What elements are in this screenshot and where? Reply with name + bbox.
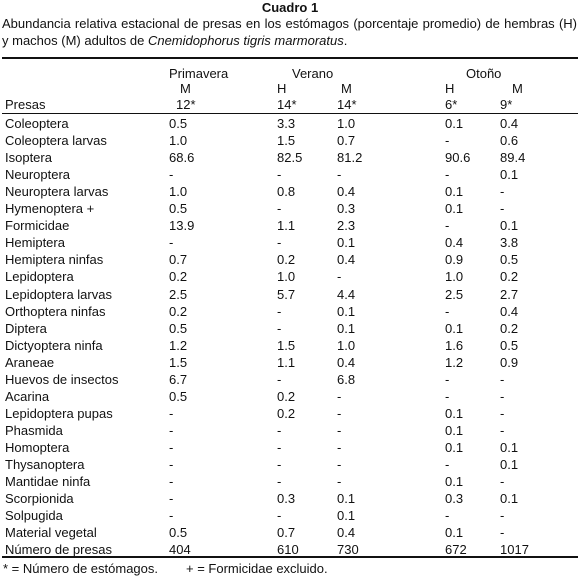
cell-primavera-m: 1.2	[169, 337, 188, 353]
header-presas: Presas	[5, 97, 46, 112]
cell-otono-h: -	[445, 388, 450, 404]
cell-verano-m: 6.8	[337, 371, 356, 387]
cell-otono-m: 0.1	[500, 439, 519, 455]
cell-presa: Acarina	[5, 388, 50, 404]
cell-presa: Lepidoptera larvas	[5, 286, 112, 302]
cell-otono-m: 0.1	[500, 491, 519, 507]
cell-presa: Homoptera	[5, 439, 70, 455]
cell-verano-h: 0.2	[277, 388, 296, 404]
cell-primavera-m: 1.0	[169, 133, 188, 149]
sex-primavera-m: M	[180, 81, 191, 96]
cell-otono-h: 0.3	[445, 491, 464, 507]
cell-verano-m: -	[337, 167, 342, 183]
header-n-otono-h: 6*	[445, 97, 458, 112]
cell-otono-h: -	[445, 303, 450, 319]
cell-verano-m: 0.1	[337, 491, 356, 507]
cell-verano-h: 0.8	[277, 184, 296, 200]
caption-end: .	[343, 33, 348, 48]
table-title: Cuadro 1	[261, 0, 319, 15]
cell-verano-m: 1.0	[337, 116, 356, 131]
cell-otono-h: -	[445, 508, 450, 524]
table-row	[0, 507, 580, 524]
cell-presa: Material vegetal	[5, 525, 97, 541]
cell-primavera-m: 0.5	[169, 388, 188, 404]
cell-presa: Orthoptera ninfas	[5, 303, 106, 319]
cell-otono-m: 2.7	[500, 286, 519, 302]
cell-verano-h: -	[277, 201, 282, 217]
table-row	[0, 303, 580, 320]
cell-verano-h: -	[277, 235, 282, 251]
cell-verano-h: 1.1	[277, 218, 296, 234]
cell-otono-m: -	[500, 508, 505, 524]
table-row	[0, 149, 580, 166]
cell-verano-h: 0.7	[277, 525, 296, 541]
cell-otono-m: 0.1	[500, 218, 519, 234]
cell-otono-m: 0.9	[500, 354, 519, 370]
cell-otono-h: 0.1	[445, 405, 464, 421]
cell-verano-h: -	[277, 422, 282, 438]
cell-presa: Phasmida	[5, 422, 63, 438]
cell-verano-m: 4.4	[337, 286, 356, 302]
table-row	[0, 234, 580, 251]
cell-verano-m: 0.1	[337, 320, 356, 336]
cell-otono-m: 0.4	[500, 303, 519, 319]
cell-otono-m: 0.2	[500, 269, 519, 285]
cell-otono-h: -	[445, 167, 450, 183]
table-row	[0, 200, 580, 217]
cell-primavera-m: -	[169, 405, 174, 421]
cell-otono-m: -	[500, 371, 505, 387]
cell-verano-h: 1.5	[277, 133, 296, 149]
cell-presa: Huevos de insectos	[5, 371, 119, 387]
cell-primavera-m: -	[169, 422, 174, 438]
sex-verano-h: H	[277, 81, 287, 96]
cell-primavera-m: -	[169, 235, 174, 251]
cell-presa: Lepidoptera	[5, 269, 74, 285]
table-row	[0, 490, 580, 507]
cell-otono-h: -	[445, 457, 450, 472]
cell-verano-h: -	[277, 457, 282, 472]
cell-verano-h: -	[277, 320, 282, 336]
cell-primavera-m: 0.7	[169, 252, 188, 268]
cell-verano-m: 0.4	[337, 525, 356, 541]
cell-otono-m: -	[500, 405, 505, 421]
cell-otono-m: 0.4	[500, 116, 519, 131]
cell-otono-m: 0.5	[500, 337, 519, 353]
table-row	[0, 115, 580, 132]
column-header-row	[0, 96, 580, 113]
table-row	[0, 473, 580, 490]
cell-otono-h: -	[445, 133, 450, 149]
cell-presa: Formicidae	[5, 218, 70, 234]
sex-otono-h: H	[445, 81, 455, 96]
cell-otono-m: 0.1	[500, 167, 519, 183]
cell-otono-h: 0.1	[445, 116, 464, 131]
cell-verano-h: 1.1	[277, 354, 296, 370]
cell-otono-h: -	[445, 371, 450, 387]
sex-otono-m: M	[512, 81, 523, 96]
footnote-formicidae: + = Formicidae excluido.	[186, 561, 328, 576]
cell-verano-m: 0.4	[337, 252, 356, 268]
table-row	[0, 132, 580, 149]
cell-presa: Neuroptera	[5, 167, 71, 183]
table-row	[0, 217, 580, 234]
cell-presa: Número de presas	[5, 542, 112, 558]
cell-primavera-m: 6.7	[169, 371, 188, 387]
cell-verano-h: 82.5	[277, 150, 303, 166]
cell-otono-m: 1017	[500, 542, 529, 558]
cell-primavera-m: 0.5	[169, 525, 188, 541]
cell-presa: Coleoptera	[5, 116, 69, 131]
cell-verano-m: 0.1	[337, 235, 356, 251]
cell-primavera-m: 0.5	[169, 116, 188, 131]
cell-verano-m: 0.7	[337, 133, 356, 149]
cell-otono-m: 0.2	[500, 320, 519, 336]
cell-otono-h: 0.1	[445, 439, 464, 455]
season-verano: Verano	[292, 66, 334, 81]
cell-verano-h: -	[277, 474, 282, 490]
caption-text: Abundancia relativa estacional de presas en los estómagos (porcentaje promedio) de hembras (H) y machos (M) adultos de	[2, 16, 577, 48]
cell-otono-m: 0.6	[500, 133, 519, 149]
cell-primavera-m: 404	[169, 542, 191, 558]
cell-primavera-m: -	[169, 439, 174, 455]
footnote	[3, 561, 573, 577]
cell-verano-m: -	[337, 269, 342, 285]
table-row	[0, 422, 580, 439]
bottom-rule	[2, 556, 578, 558]
cell-otono-h: 90.6	[445, 150, 471, 166]
table-row	[0, 354, 580, 371]
cell-otono-m: -	[500, 388, 505, 404]
cell-verano-h: -	[277, 303, 282, 319]
cell-verano-h: -	[277, 508, 282, 524]
cell-verano-m: -	[337, 474, 342, 490]
cell-verano-m: -	[337, 457, 342, 472]
footnote-stomachs: * = Número de estómagos.	[3, 561, 158, 576]
cell-presa: Scorpionida	[5, 491, 74, 507]
cell-verano-m: 0.4	[337, 354, 356, 370]
cell-presa: Mantidae ninfa	[5, 474, 91, 490]
cell-verano-m: -	[337, 422, 342, 438]
cell-presa: Hemiptera	[5, 235, 65, 251]
table-row	[0, 439, 580, 456]
cell-otono-m: 3.8	[500, 235, 519, 251]
cell-verano-m: 2.3	[337, 218, 356, 234]
cell-primavera-m: 2.5	[169, 286, 188, 302]
cell-verano-h: 610	[277, 542, 299, 558]
cell-verano-m: -	[337, 439, 342, 455]
cell-otono-m: 0.5	[500, 252, 519, 268]
cell-otono-h: 0.1	[445, 422, 464, 438]
cell-primavera-m: -	[169, 167, 174, 183]
cell-otono-h: 0.9	[445, 252, 464, 268]
cell-presa: Diptera	[5, 320, 47, 336]
cell-verano-h: 0.2	[277, 405, 296, 421]
cell-primavera-m: -	[169, 457, 174, 472]
cell-presa: Neuroptera larvas	[5, 184, 109, 200]
cell-otono-h: 0.1	[445, 474, 464, 490]
table-row	[0, 456, 580, 473]
cell-verano-h: 0.3	[277, 491, 296, 507]
cell-presa: Coleoptera larvas	[5, 133, 107, 149]
cell-verano-h: 1.0	[277, 269, 296, 285]
cell-primavera-m: -	[169, 474, 174, 490]
cell-otono-m: 0.1	[500, 457, 519, 472]
cell-primavera-m: 1.5	[169, 354, 188, 370]
top-rule	[2, 57, 578, 59]
table-row	[0, 371, 580, 388]
cell-primavera-m: 13.9	[169, 218, 195, 234]
cell-otono-h: 1.6	[445, 337, 464, 353]
cell-otono-m: -	[500, 525, 505, 541]
sex-header-row	[0, 80, 580, 97]
header-n-verano-m: 14*	[337, 97, 357, 112]
cell-presa: Araneae	[5, 354, 55, 370]
cell-primavera-m: 1.0	[169, 184, 188, 200]
table-row	[0, 388, 580, 405]
cell-verano-m: 1.0	[337, 337, 356, 353]
table-row	[0, 320, 580, 337]
cell-primavera-m: -	[169, 491, 174, 507]
header-n-verano-h: 14*	[277, 97, 297, 112]
cell-otono-h: 1.0	[445, 269, 464, 285]
cell-verano-m: 0.1	[337, 508, 356, 524]
season-primavera: Primavera	[169, 66, 229, 81]
cell-primavera-m: 0.5	[169, 320, 188, 336]
cell-verano-m: -	[337, 388, 342, 404]
cell-primavera-m: 0.2	[169, 303, 188, 319]
caption-species: Cnemidophorus tigris marmoratus	[147, 33, 344, 48]
cell-presa: Lepidoptera pupas	[5, 405, 113, 421]
sex-verano-m: M	[341, 81, 352, 96]
season-otono: Otoño	[466, 66, 502, 81]
cell-verano-h: -	[277, 371, 282, 387]
cell-otono-m: -	[500, 201, 505, 217]
table-row	[0, 405, 580, 422]
cell-presa: Hemiptera ninfas	[5, 252, 104, 268]
cell-verano-h: -	[277, 439, 282, 455]
cell-verano-m: 0.1	[337, 303, 356, 319]
cell-otono-m: -	[500, 474, 505, 490]
cell-presa: Solpugida	[5, 508, 63, 524]
table-row	[0, 183, 580, 200]
table-caption	[2, 15, 577, 49]
header-n-otono-m: 9*	[500, 97, 513, 112]
header-rule	[2, 113, 578, 114]
cell-verano-m: -	[337, 405, 342, 421]
cell-otono-m: 89.4	[500, 150, 526, 166]
cell-primavera-m: 0.2	[169, 269, 188, 285]
cell-verano-h: 0.2	[277, 252, 296, 268]
cell-otono-m: -	[500, 422, 505, 438]
table-row	[0, 251, 580, 268]
cell-presa: Isoptera	[5, 150, 52, 166]
cell-verano-h: 5.7	[277, 286, 296, 302]
cell-otono-h: 0.4	[445, 235, 464, 251]
cell-otono-h: -	[445, 218, 450, 234]
cell-verano-m: 0.4	[337, 184, 356, 200]
table-row	[0, 524, 580, 541]
cell-primavera-m: 68.6	[169, 150, 195, 166]
cell-otono-h: 0.1	[445, 201, 464, 217]
cell-verano-h: 1.5	[277, 337, 296, 353]
cell-primavera-m: -	[169, 508, 174, 524]
table-row	[0, 268, 580, 285]
cell-verano-m: 81.2	[337, 150, 363, 166]
cell-verano-m: 730	[337, 542, 359, 558]
cell-presa: Thysanoptera	[5, 457, 85, 472]
cell-otono-h: 2.5	[445, 286, 464, 302]
cell-presa: Hymenoptera +	[5, 201, 95, 217]
cell-otono-h: 0.1	[445, 525, 464, 541]
table-row	[0, 286, 580, 303]
cell-otono-h: 1.2	[445, 354, 464, 370]
cell-otono-h: 0.1	[445, 320, 464, 336]
cell-verano-m: 0.3	[337, 201, 356, 217]
cell-otono-h: 672	[445, 542, 467, 558]
cell-primavera-m: 0.5	[169, 201, 188, 217]
cell-otono-m: -	[500, 184, 505, 200]
cell-presa: Dictyoptera ninfa	[5, 337, 103, 353]
cell-otono-h: 0.1	[445, 184, 464, 200]
cell-verano-h: -	[277, 167, 282, 183]
table-row	[0, 166, 580, 183]
table-row	[0, 337, 580, 354]
cell-verano-h: 3.3	[277, 116, 296, 131]
header-n-primavera-m: 12*	[176, 97, 196, 112]
